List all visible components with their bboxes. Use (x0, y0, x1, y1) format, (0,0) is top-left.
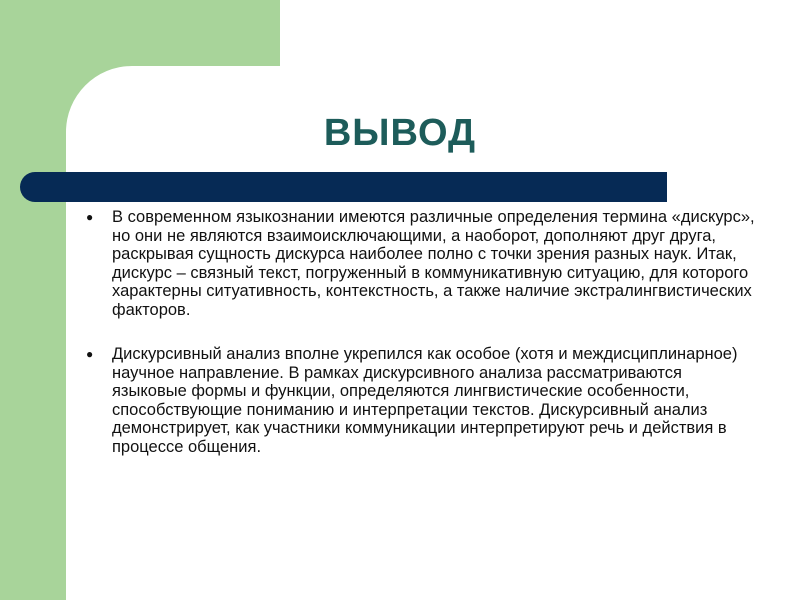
decorative-green-side (0, 0, 66, 600)
title-divider-bar (20, 172, 667, 202)
bullet-text: В современном языкознании имеются различные определения термина «дискурс», но они не являются взаимоисключающими, а наоборот, дополняют друг друга, раскрывая сущность дискурса наиболее полно с точки зрения разных наук. Итак, дискурс – связный текст, погруженный в коммуникативную ситуацию, для которого характерны ситуативность, контекстность, а также наличие экстралингвистических факторов. (112, 208, 755, 319)
bullet-text: Дискурсивный анализ вполне укрепился как особое (хотя и междисциплинарное) научное направление. В рамках дискурсивного анализа рассматриваются языковые формы и функции, определяются лингвистические особенности, способствующие пониманию и интерпретации текстов. Дискурсивный анализ демонстрирует, как участники коммуникации интерпретируют речь и действия в процессе общения. (112, 345, 738, 456)
slide-title: ВЫВОД (323, 112, 477, 154)
bullet-dot-icon: ● (86, 347, 94, 361)
bullet-dot-icon: ● (86, 210, 94, 224)
bullet-item (76, 208, 756, 319)
bullet-list (76, 208, 756, 482)
bullet-item (76, 345, 756, 456)
